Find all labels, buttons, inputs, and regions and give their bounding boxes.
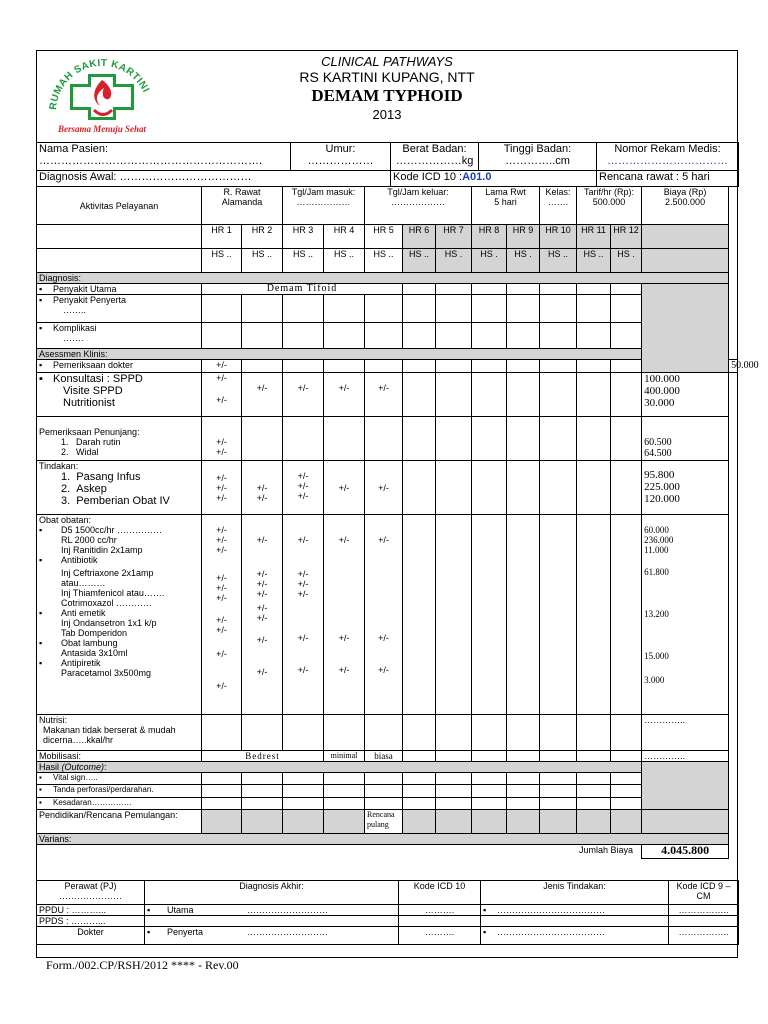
pathway-table (36, 186, 759, 859)
row-doctor-exam: ▪ Pemeriksaan dokter +/- 50.000 (37, 360, 738, 373)
hs-row (37, 249, 738, 273)
day-header: HR 5 (365, 225, 403, 249)
row-consultation: ▪ Konsultasi : SPPD Visite SPPD Nutritionist +/- +/- +/- +/- +/- +/- 100.000 400.000 30.000 (37, 373, 738, 417)
row-education: Pendidikan/Rencana Pemulangan: Rencana pulang (37, 810, 738, 834)
bullet-icon: ▪ (39, 360, 43, 370)
length-of-stay-header: Lama Rwt 5 hari (472, 187, 540, 225)
day-row (37, 225, 738, 249)
bullet-icon: ▪ (39, 284, 43, 294)
icd10-header: Kode ICD 10 (399, 881, 481, 905)
total-label: Jumlah Biaya (579, 845, 634, 855)
section-outcome: Hasil (Outcome): (37, 762, 738, 773)
bullet-icon: ▪ (39, 373, 43, 385)
hospital-name: RS KARTINI KUPANG, NTT (299, 69, 475, 85)
bullet-icon: ▪ (39, 658, 43, 668)
bullet-icon: ▪ (483, 905, 487, 915)
day-header: HR 11 (577, 225, 611, 249)
weight-cell[interactable]: Berat Badan: ………………kg (391, 143, 479, 171)
icd10-cell[interactable]: Kode ICD 10 :A01.0 (391, 171, 597, 187)
bullet-icon: ▪ (39, 323, 43, 333)
hs-cell[interactable]: HS .. (540, 249, 577, 273)
cost-header: Biaya (Rp) 2.500.000 (642, 187, 729, 225)
day-header: HR 4 (324, 225, 365, 249)
day-header: HR 12 (611, 225, 642, 249)
bullet-icon: ▪ (483, 927, 487, 937)
ppds-cell[interactable]: PPDS : ………... (37, 916, 145, 927)
row-complication: ▪ Komplikasi ……. (37, 323, 738, 349)
row-nutrition: Nutrisi: Makanan tidak berserat & mudah dicerna…..kkal/hr ………….. (37, 715, 738, 751)
admission-date-header[interactable]: Tgl/Jam masuk: ……………… (283, 187, 365, 225)
day-header: HR 2 (242, 225, 283, 249)
row-support-exams: Pemeriksaan Penunjang: 1. Darah rutin 2. Widal +/- +/- 60.500 64.500 (37, 417, 738, 461)
bullet-icon: ▪ (147, 905, 151, 915)
bullet-icon: ▪ (39, 295, 43, 305)
row-total (37, 845, 738, 859)
nurse-cell[interactable]: Perawat (PJ) ………………… (37, 881, 145, 905)
bullet-icon: ▪ (39, 773, 42, 782)
bullet-icon: ▪ (39, 608, 43, 618)
section-assessment: Asessmen Klinis: (37, 349, 738, 360)
class-header[interactable]: Kelas: ……. (540, 187, 577, 225)
final-diagnosis-secondary[interactable]: ▪ Penyerta ……………………… (145, 927, 399, 945)
title-clinical-pathways: CLINICAL PATHWAYS (321, 54, 453, 69)
signature-table: Perawat (PJ) ………………… Diagnosis Akhir: Kode ICD 10 Jenis Tindakan: Kode ICD 9 – CM PPDU : ………... ▪ Utama ……………………… ………. ▪ ……………………………… …………….. PPDS : ………... Dokter ▪ Penyerta ……………………… ………. ▪ ……………………………… …………….. (36, 880, 739, 945)
hs-cell[interactable]: HS .. (242, 249, 283, 273)
total-value: 4.045.800 (642, 845, 729, 859)
patient-name-cell[interactable]: Nama Pasien: ……………………………………………………. (37, 143, 291, 171)
initial-diagnosis-cell[interactable]: Diagnosis Awal: ……………………………… (37, 171, 391, 187)
hospital-logo (40, 54, 164, 136)
page-title: DEMAM TYPHOID (311, 86, 463, 105)
patient-info-table (36, 142, 739, 187)
row-consciousness: ▪ Kesadaran…………… (37, 798, 738, 810)
tariff-header: Tarif/hr (Rp): 500.000 (577, 187, 642, 225)
row-drugs: Obat obatan: ▪ D5 1500cc/hr …………… RL 2000 cc/hr Inj Ranitidin 2x1amp ▪ Antibiotik Inj Ceftriaxone 2x1amp atau……… Inj Thiamfenicol atau……. Cotrimoxazol ………… ▪ Anti emetik Inj Ondansetron 1x1 k/p Tab Domperidon ▪ Obat lambung Antasida 3x10ml ▪ Antipiretik Paracetamol 3x500mg +/- +/- +/- +/- +/- +/- +/- +/- +/- +/- +/- +/- +/- +/- +/- +/- +/- +/- +/- +/- +/- +/- +/- +/- +/- +/- +/- +/- +/- +/- 60.000 236.000 11.000 61.800 13.200 15.000 3.000 (37, 515, 738, 715)
hs-cell[interactable]: HS .. (283, 249, 324, 273)
bullet-icon: ▪ (39, 798, 42, 807)
day-header: HR 10 (540, 225, 577, 249)
icd9-header: Kode ICD 9 – CM (669, 881, 739, 905)
row-perforation: ▪ Tanda perforasi/perdarahan. (37, 785, 738, 798)
bullet-icon: ▪ (147, 927, 151, 937)
day-header: HR 6 (403, 225, 436, 249)
activity-header: Aktivitas Pelayanan (37, 187, 202, 225)
final-diagnosis-main[interactable]: ▪ Utama ……………………… (145, 905, 399, 916)
row-comorbidity: ▪ Penyakit Penyerta …….. (37, 295, 738, 323)
bullet-icon: ▪ (39, 525, 43, 535)
medical-record-cell[interactable]: Nomor Rekam Medis: …………………………… (597, 143, 739, 171)
section-diagnosis: Diagnosis: (37, 273, 738, 284)
row-actions: Tindakan: 1. Pasang Infus 2. Askep 3. Pemberian Obat IV +/- +/- +/- +/- +/- +/- +/- +/- +/- +/- 95.800 225.000 120.000 (37, 461, 738, 515)
doctor-cell[interactable]: Dokter (37, 927, 145, 945)
hs-cell[interactable]: HS . (611, 249, 642, 273)
row-main-disease: ▪ Penyakit Utama Demam Tifoid (37, 284, 738, 295)
hs-cell[interactable]: HS .. (403, 249, 436, 273)
final-diagnosis-header: Diagnosis Akhir: (145, 881, 399, 905)
form-code-footer: Form./002.CP/RSH/2012 **** - Rev.00 (46, 958, 239, 972)
planned-stay-cell[interactable]: Rencana rawat : 5 hari (597, 171, 739, 187)
icd10-code: A01.0 (462, 171, 492, 183)
row-mobilization: Mobilisasi: Bedrest minimal biasa ………….. (37, 751, 738, 762)
hs-cell[interactable]: HS . (436, 249, 472, 273)
hs-cell[interactable]: HS .. (365, 249, 403, 273)
hs-cell[interactable]: HS . (507, 249, 540, 273)
discharge-date-header[interactable]: Tgl/Jam keluar: ……………… (365, 187, 472, 225)
day-header: HR 7 (436, 225, 472, 249)
cost-doctor: 50.000 (729, 360, 738, 373)
main-disease-value: Demam Tifoid (202, 284, 403, 295)
row-variance: Varians: (37, 834, 738, 845)
hs-cell[interactable]: HS . (472, 249, 507, 273)
logo-ring-text: RUMAH SAKIT KARTINI (47, 57, 152, 111)
row-vital-signs: ▪ Vital sign….. (37, 773, 738, 785)
procedure-type-header: Jenis Tindakan: (481, 881, 669, 905)
hs-cell[interactable]: HS .. (202, 249, 242, 273)
bullet-icon: ▪ (39, 638, 43, 648)
day-header: HR 9 (507, 225, 540, 249)
height-cell[interactable]: Tinggi Badan: …………..cm (479, 143, 597, 171)
ppdu-cell[interactable]: PPDU : ………... (37, 905, 145, 916)
day-header: HR 1 (202, 225, 242, 249)
logo-tagline: Bersama Menuju Sehat (57, 124, 147, 134)
year: 2013 (372, 107, 402, 122)
room-header: R. Rawat Alamanda (202, 187, 283, 225)
hs-cell[interactable]: HS .. (324, 249, 365, 273)
age-cell[interactable]: Umur: ……………… (291, 143, 391, 171)
day-header: HR 8 (472, 225, 507, 249)
bullet-icon: ▪ (39, 785, 42, 794)
bullet-icon: ▪ (39, 555, 43, 565)
hs-cell[interactable]: HS .. (577, 249, 611, 273)
day-header: HR 3 (283, 225, 324, 249)
